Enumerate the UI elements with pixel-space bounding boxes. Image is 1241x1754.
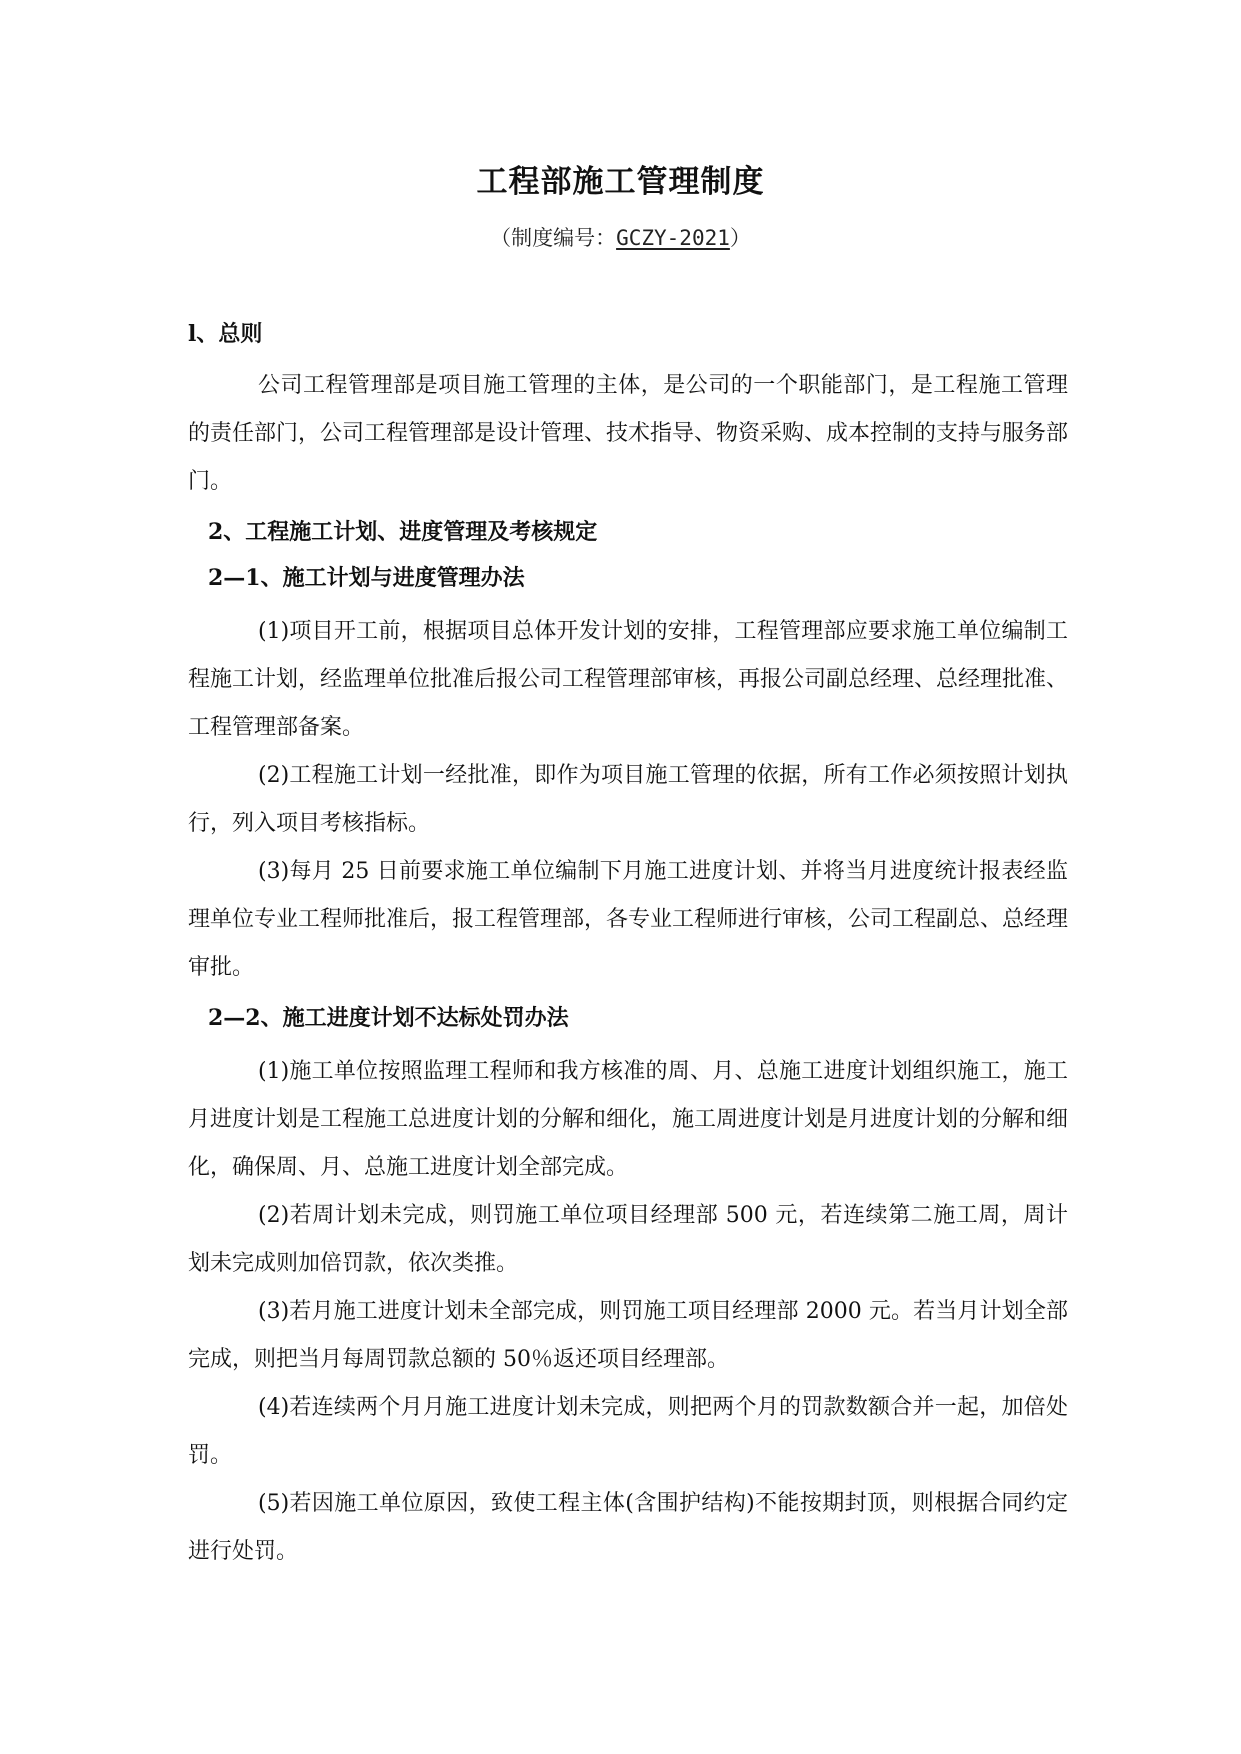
list-item: (2)工程施工计划一经批准，即作为项目施工管理的依据，所有工作必须按照计划执行，列入项目考核指标。 bbox=[188, 763, 1068, 836]
document-subtitle bbox=[0, 222, 1241, 254]
subtitle-prefix: （制度编号： bbox=[490, 226, 617, 250]
list-item: (1)项目开工前，根据项目总体开发计划的安排，工程管理部应要求施工单位编制工程施工计划，经监理单位批准后报公司工程管理部审核，再报公司副总经理、总经理批准、工程管理部备案。 bbox=[188, 619, 1069, 740]
list-item: (2)若周计划未完成，则罚施工单位项目经理部 500 元，若连续第二施工周，周计划未完成则加倍罚款，依次类推。 bbox=[188, 1203, 1068, 1276]
subtitle-suffix: ） bbox=[729, 226, 751, 250]
list-item: (5)若因施工单位原因，致使工程主体(含围护结构)不能按期封顶，则根据合同约定进行处罚。 bbox=[188, 1491, 1068, 1564]
document-title: 工程部施工管理制度 bbox=[476, 164, 765, 200]
paragraph: 公司工程管理部是项目施工管理的主体，是公司的一个职能部门，是工程施工管理的责任部门，公司工程管理部是设计管理、技术指导、物资采购、成本控制的支持与服务部门。 bbox=[188, 373, 1069, 494]
list-item: (3)每月 25 日前要求施工单位编制下月施工进度计划、并将当月进度统计报表经监理单位专业工程师批准后，报工程管理部，各专业工程师进行审核，公司工程副总、总经理审批。 bbox=[188, 859, 1069, 980]
list-item: (4)若连续两个月月施工进度计划未完成，则把两个月的罚款数额合并一起，加倍处罚。 bbox=[188, 1395, 1068, 1468]
subsection-heading: 2—2、施工进度计划不达标处罚办法 bbox=[208, 1005, 569, 1031]
list-item: (3)若月施工进度计划未全部完成，则罚施工项目经理部 2000 元。若当月计划全部完成，则把当月每周罚款总额的 50％返还项目经理部。 bbox=[188, 1299, 1068, 1372]
document-body bbox=[188, 318, 1068, 1576]
section-heading: 2、工程施工计划、进度管理及考核规定 bbox=[208, 519, 598, 545]
list-item: (1)施工单位按照监理工程师和我方核准的周、月、总施工进度计划组织施工，施工月进度计划是工程施工总进度计划的分解和细化，施工周进度计划是月进度计划的分解和细化，确保周、月、总施工进度计划全部完成。 bbox=[188, 1059, 1069, 1180]
section-heading: l、总则 bbox=[188, 321, 263, 347]
subsection-heading: 2—1、施工计划与进度管理办法 bbox=[208, 565, 525, 591]
document-code: GCZY-2021 bbox=[616, 226, 730, 250]
